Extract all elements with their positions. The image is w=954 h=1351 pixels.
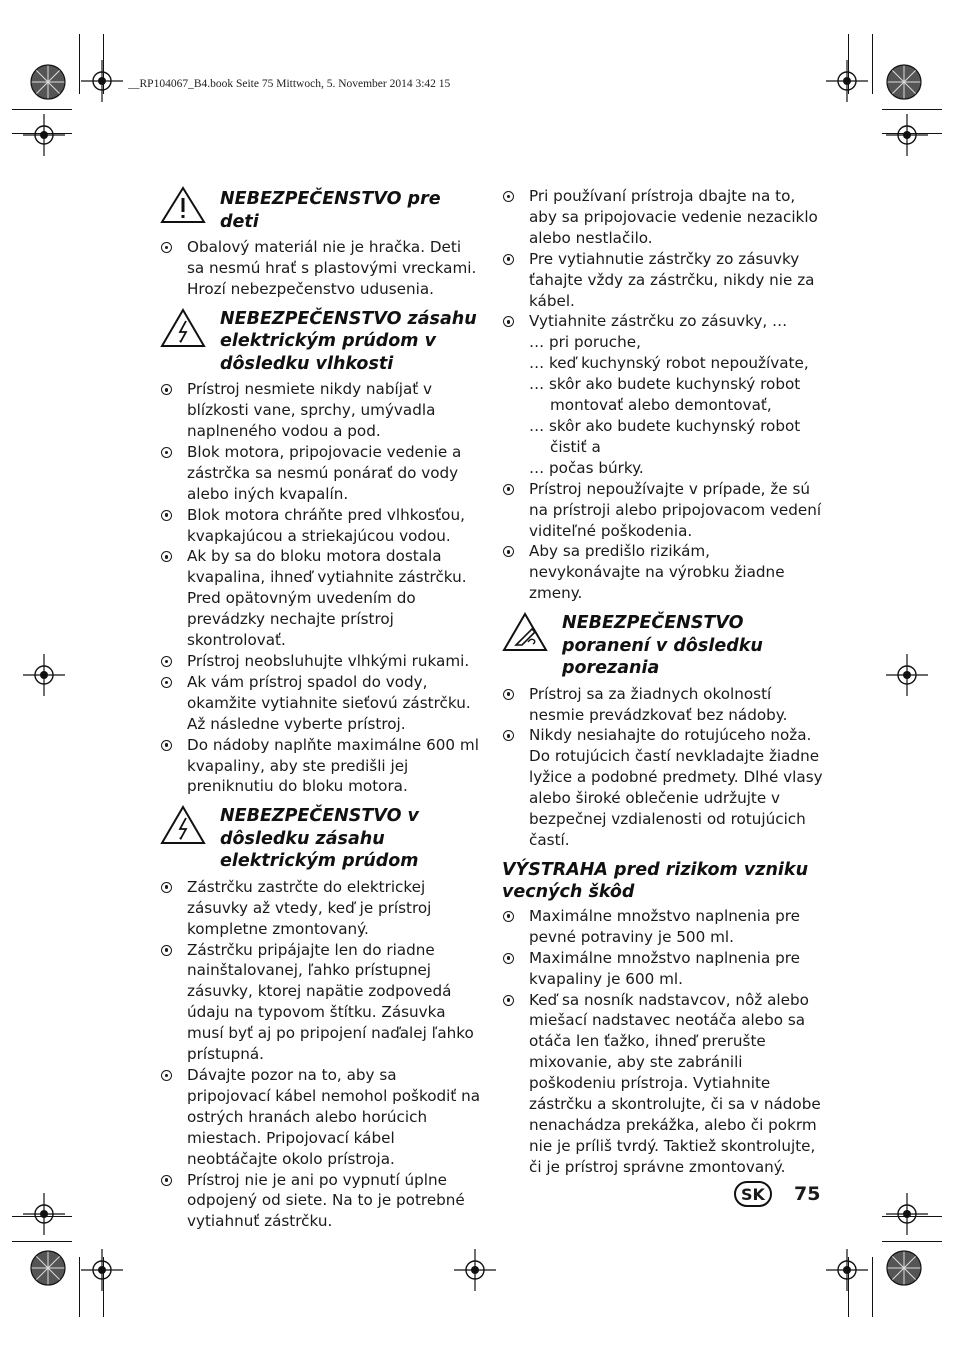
list-item-text: Vytiahnite zástrčku zo zásuvky, … bbox=[529, 312, 788, 331]
bullet-icon bbox=[503, 689, 514, 700]
color-target-icon bbox=[30, 1250, 66, 1286]
sub-list-item bbox=[529, 374, 824, 416]
bullet-icon bbox=[503, 953, 514, 964]
list-item bbox=[502, 249, 824, 312]
bullet-icon bbox=[503, 546, 514, 557]
list-item-text: Pre vytiahnutie zástrčky zo zásuvky ťahajte vždy za zástrčku, nikdy nie za kábel. bbox=[529, 249, 815, 310]
list-item bbox=[160, 546, 482, 651]
bullet-icon bbox=[503, 254, 514, 265]
list-item-text: … skôr ako budete kuchynský robot čistiť a bbox=[529, 416, 801, 456]
section-title: NEBEZPEČENSTVO poranení v dôsledku porezania bbox=[562, 613, 763, 679]
bullet-icon bbox=[503, 316, 514, 327]
trim-line bbox=[882, 109, 942, 110]
list-item-text: Ak by sa do bloku motora dostala kvapalina, ihneď vytiahnite zástrčku. Pred opätovným uvedením do prevádzky nechajte prístroj skontrolovať. bbox=[187, 547, 467, 650]
list-item bbox=[160, 1065, 482, 1170]
list-item-text: Prístroj nesmiete nikdy nabíjať v blízkosti vane, sprchy, umývadla naplneného vodou a pod. bbox=[187, 380, 436, 441]
registration-mark-icon bbox=[886, 114, 928, 156]
list-item bbox=[160, 237, 482, 300]
bullet-icon bbox=[161, 677, 172, 688]
section-title: NEBEZPEČENSTVO v dôsledku zásahu elektrickým prúdom bbox=[220, 806, 419, 872]
list-item bbox=[502, 186, 824, 249]
bullet-icon bbox=[161, 1175, 172, 1186]
list-item bbox=[502, 541, 824, 604]
bullet-list bbox=[502, 186, 824, 332]
list-item bbox=[502, 906, 824, 948]
color-target-icon bbox=[886, 1250, 922, 1286]
list-item-text: Aby sa predišlo rizikám, nevykonávajte na výrobku žiadne zmeny. bbox=[529, 542, 785, 603]
bullet-icon bbox=[161, 242, 172, 253]
list-item-text: Maximálne množstvo naplnenia pre pevné potraviny je 500 ml. bbox=[529, 906, 801, 946]
list-item-text: Prístroj nie je ani po vypnutí úplne odpojený od siete. Na to je potrebné vytiahnuť zástrčku. bbox=[187, 1170, 465, 1231]
list-item bbox=[502, 990, 824, 1178]
section-title: NEBEZPEČENSTVO zásahu elektrickým prúdom v dôsledku vlhkosti bbox=[220, 308, 477, 374]
bullet-icon bbox=[503, 191, 514, 202]
electric-shock-warning-icon bbox=[160, 805, 220, 845]
trim-line bbox=[872, 34, 873, 94]
list-item-text: Zástrčku pripájajte len do riadne nainštalovanej, ľahko prístupnej zásuvky, ktorej napätie zodpovedá údaju na typovom štítku. Zásuvka musí byť aj po pripojení naďalej ľahko prístupná. bbox=[187, 940, 474, 1064]
list-item-text: Obalový materiál nie je hračka. Deti sa nesmú hrať s plastovými vreckami. Hrozí nebezpečenstvo udusenia. bbox=[187, 238, 477, 298]
bullet-icon bbox=[503, 995, 514, 1006]
page-number: 75 bbox=[794, 1183, 821, 1205]
registration-mark-icon bbox=[81, 1249, 123, 1291]
warning-exclamation-icon bbox=[160, 186, 220, 224]
registration-mark-icon bbox=[454, 1249, 496, 1291]
list-item bbox=[160, 651, 482, 672]
bullet-list bbox=[502, 479, 824, 604]
warning-heading bbox=[160, 805, 482, 873]
registration-mark-icon bbox=[886, 1193, 928, 1235]
list-item-text: Prístroj nepoužívajte v prípade, že sú na prístroji alebo pripojovacom vedení viditeľné poškodenia. bbox=[529, 479, 822, 540]
list-item-text: Blok motora chráňte pred vlhkosťou, kvapkajúcou a striekajúcou vodou. bbox=[187, 505, 465, 545]
warning-heading bbox=[160, 186, 482, 233]
registration-mark-icon bbox=[826, 1249, 868, 1291]
list-item-text: Dávajte pozor na to, aby sa pripojovací kábel nemohol poškodiť na ostrých hranách alebo horúcich miestach. Pripojovací kábel neobtáčajte okolo prístroja. bbox=[187, 1066, 481, 1168]
trim-line bbox=[872, 1257, 873, 1317]
list-item-text: Pri používaní prístroja dbajte na to, aby sa pripojovacie vedenie nezaciklo alebo nestlačilo. bbox=[529, 187, 818, 247]
list-item bbox=[160, 442, 482, 505]
registration-mark-icon bbox=[826, 60, 868, 102]
bullet-list bbox=[502, 906, 824, 1178]
registration-mark-icon bbox=[886, 654, 928, 696]
cut-hazard-warning-icon bbox=[502, 612, 562, 652]
registration-mark-icon bbox=[81, 60, 123, 102]
list-item bbox=[160, 379, 482, 442]
registration-mark-icon bbox=[23, 654, 65, 696]
list-item bbox=[160, 672, 482, 735]
list-item-text: Blok motora, pripojovacie vedenie a zástrčka sa nesmú ponárať do vody alebo iných kvapalín. bbox=[187, 442, 462, 503]
color-target-icon bbox=[886, 64, 922, 100]
list-item-text: Do nádoby naplňte maximálne 600 ml kvapaliny, aby ste predišli jej preniknutiu do bloku motora. bbox=[187, 735, 479, 796]
bullet-icon bbox=[161, 384, 172, 395]
electric-shock-warning-icon bbox=[160, 308, 220, 348]
list-item bbox=[502, 479, 824, 542]
bullet-icon bbox=[503, 484, 514, 495]
list-item-text: … pri poruche, bbox=[529, 333, 641, 352]
list-item-text: … počas búrky. bbox=[529, 458, 644, 477]
sub-list-item bbox=[529, 416, 824, 458]
list-item-text: … skôr ako budete kuchynský robot montovať alebo demontovať, bbox=[529, 375, 801, 415]
registration-mark-icon bbox=[23, 114, 65, 156]
bullet-icon bbox=[161, 882, 172, 893]
list-item bbox=[160, 940, 482, 1065]
list-item bbox=[160, 735, 482, 798]
bullet-icon bbox=[503, 730, 514, 741]
list-item bbox=[160, 1170, 482, 1233]
bullet-list bbox=[160, 237, 482, 300]
bullet-icon bbox=[161, 551, 172, 562]
bullet-icon bbox=[161, 656, 172, 667]
bullet-icon bbox=[161, 945, 172, 956]
list-item bbox=[160, 877, 482, 940]
left-column bbox=[160, 186, 482, 1240]
bullet-icon bbox=[503, 911, 514, 922]
list-item-text: … keď kuchynský robot nepoužívate, bbox=[529, 354, 809, 373]
bullet-list bbox=[160, 379, 482, 797]
bullet-icon bbox=[161, 740, 172, 751]
list-item bbox=[502, 725, 824, 850]
list-item-text: Prístroj sa za žiadnych okolností nesmie prevádzkovať bez nádoby. bbox=[529, 684, 788, 724]
list-item-text: Nikdy nesiahajte do rotujúceho noža. Do rotujúcich častí nevkladajte žiadne lyžice a podobné predmety. Dlhé vlasy alebo široké oblečenie udržujte v bezpečnej vzdialenosti od rotujúcich častí. bbox=[529, 726, 823, 849]
list-item-text: Prístroj neobsluhujte vlhkými rukami. bbox=[187, 652, 470, 670]
language-badge: SK bbox=[734, 1181, 772, 1207]
section-title: NEBEZPEČENSTVO pre deti bbox=[220, 189, 441, 232]
sub-list-item bbox=[529, 353, 824, 374]
bullet-list bbox=[160, 877, 482, 1232]
bullet-list bbox=[502, 684, 824, 851]
list-item bbox=[502, 948, 824, 990]
list-item-text: Ak vám prístroj spadol do vody, okamžite vytiahnite sieťovú zástrčku. Až následne vyberte prístroj. bbox=[187, 672, 471, 733]
sub-list-item bbox=[529, 332, 824, 353]
list-item bbox=[502, 684, 824, 726]
bullet-icon bbox=[161, 510, 172, 521]
trim-line bbox=[882, 1241, 942, 1242]
list-item-text: Zástrčku zastrčte do elektrickej zásuvky až vtedy, keď je prístroj kompletne zmontovaný. bbox=[187, 877, 432, 938]
registration-mark-icon bbox=[23, 1193, 65, 1235]
bullet-icon bbox=[161, 447, 172, 458]
trim-line bbox=[12, 1241, 72, 1242]
list-item-text: Maximálne množstvo naplnenia pre kvapaliny je 600 ml. bbox=[529, 948, 801, 988]
sub-list-item bbox=[529, 458, 824, 479]
warning-heading bbox=[502, 612, 824, 680]
color-target-icon bbox=[30, 64, 66, 100]
list-item bbox=[502, 311, 824, 332]
warning-heading bbox=[160, 308, 482, 376]
right-column bbox=[502, 186, 824, 1186]
page-footer bbox=[734, 1181, 820, 1207]
sub-list bbox=[529, 332, 824, 478]
print-info-line: __RP104067_B4.book Seite 75 Mittwoch, 5. November 2014 3:42 15 bbox=[128, 78, 451, 90]
bullet-icon bbox=[161, 1070, 172, 1081]
list-item bbox=[160, 505, 482, 547]
trim-line bbox=[12, 109, 72, 110]
list-item-text: Keď sa nosník nadstavcov, nôž alebo miešací nadstavec neotáča alebo sa otáča len ťažko, ihneď prerušte mixovanie, aby ste zabránili poškodeniu prístroja. Vytiahnite zástrčku a skontrolujte, či sa v nádobe nenachádza prekážka, alebo či pokrm nie je príliš tvrdý. Taktiež skontrolujte, či je prístroj správne zmontovaný. bbox=[529, 990, 821, 1176]
section-title: VÝSTRAHA pred rizikom vzniku vecných škôd bbox=[502, 859, 809, 903]
